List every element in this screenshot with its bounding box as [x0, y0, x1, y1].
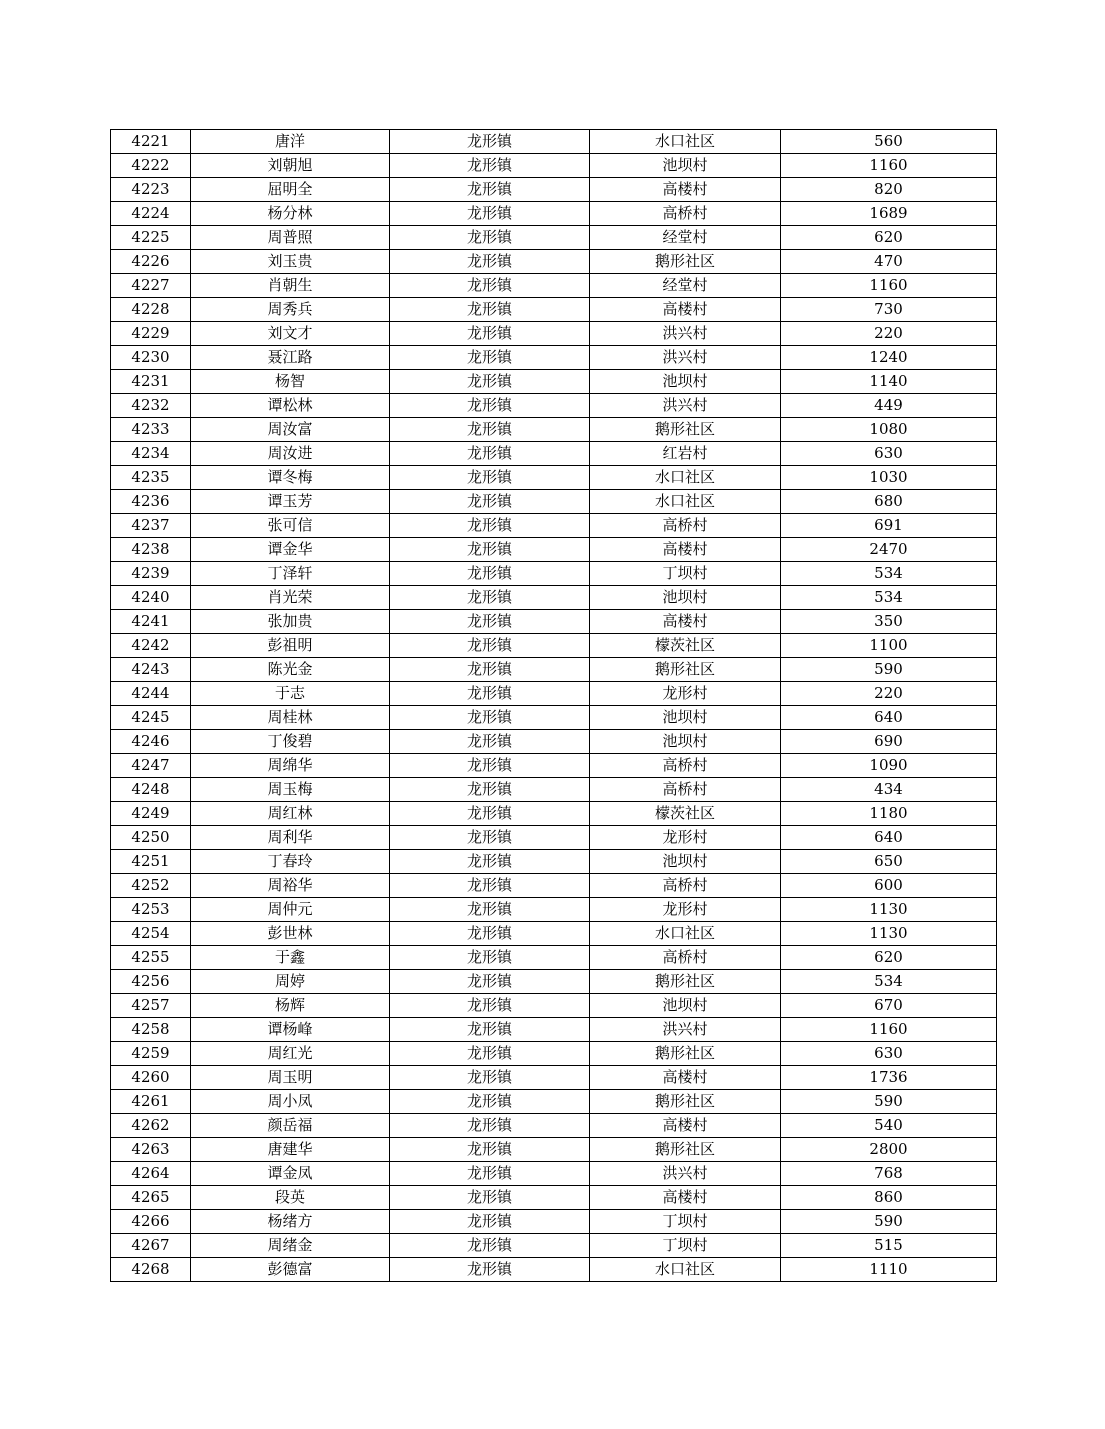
table-row — [111, 1066, 997, 1090]
roster-table-body — [111, 130, 997, 1282]
cell-serial-number: 4239 — [111, 562, 191, 586]
cell-village: 高楼村 — [590, 178, 781, 202]
cell-village: 水口社区 — [590, 1258, 781, 1282]
cell-serial-number: 4259 — [111, 1042, 191, 1066]
cell-person-name: 谭金凤 — [191, 1162, 390, 1186]
cell-amount: 600 — [781, 874, 997, 898]
cell-serial-number: 4253 — [111, 898, 191, 922]
cell-amount: 540 — [781, 1114, 997, 1138]
cell-person-name: 彭世林 — [191, 922, 390, 946]
cell-serial-number: 4261 — [111, 1090, 191, 1114]
cell-village: 池坝村 — [590, 370, 781, 394]
cell-person-name: 谭松林 — [191, 394, 390, 418]
cell-amount: 1689 — [781, 202, 997, 226]
table-row — [111, 346, 997, 370]
table-row — [111, 1258, 997, 1282]
cell-serial-number: 4268 — [111, 1258, 191, 1282]
cell-serial-number: 4226 — [111, 250, 191, 274]
cell-village: 丁坝村 — [590, 1234, 781, 1258]
table-row — [111, 154, 997, 178]
cell-person-name: 肖光荣 — [191, 586, 390, 610]
table-row — [111, 130, 997, 154]
cell-person-name: 周秀兵 — [191, 298, 390, 322]
cell-village: 池坝村 — [590, 154, 781, 178]
cell-village: 龙形村 — [590, 898, 781, 922]
cell-amount: 534 — [781, 562, 997, 586]
cell-amount: 434 — [781, 778, 997, 802]
cell-person-name: 唐建华 — [191, 1138, 390, 1162]
cell-person-name: 唐洋 — [191, 130, 390, 154]
cell-town: 龙形镇 — [390, 562, 590, 586]
cell-person-name: 杨分林 — [191, 202, 390, 226]
cell-serial-number: 4240 — [111, 586, 191, 610]
cell-serial-number: 4256 — [111, 970, 191, 994]
cell-town: 龙形镇 — [390, 682, 590, 706]
cell-serial-number: 4247 — [111, 754, 191, 778]
cell-village: 鹅形社区 — [590, 1090, 781, 1114]
cell-town: 龙形镇 — [390, 898, 590, 922]
cell-village: 鹅形社区 — [590, 1042, 781, 1066]
cell-serial-number: 4238 — [111, 538, 191, 562]
cell-person-name: 刘朝旭 — [191, 154, 390, 178]
cell-town: 龙形镇 — [390, 394, 590, 418]
cell-person-name: 谭玉芳 — [191, 490, 390, 514]
table-row — [111, 754, 997, 778]
cell-amount: 1180 — [781, 802, 997, 826]
cell-town: 龙形镇 — [390, 418, 590, 442]
table-row — [111, 778, 997, 802]
cell-person-name: 周桂林 — [191, 706, 390, 730]
cell-person-name: 丁泽轩 — [191, 562, 390, 586]
cell-village: 高桥村 — [590, 778, 781, 802]
cell-person-name: 刘文才 — [191, 322, 390, 346]
cell-town: 龙形镇 — [390, 778, 590, 802]
cell-village: 水口社区 — [590, 130, 781, 154]
cell-amount: 560 — [781, 130, 997, 154]
cell-village: 水口社区 — [590, 922, 781, 946]
table-row — [111, 1186, 997, 1210]
cell-person-name: 杨辉 — [191, 994, 390, 1018]
table-row — [111, 658, 997, 682]
cell-amount: 630 — [781, 1042, 997, 1066]
table-row — [111, 922, 997, 946]
cell-serial-number: 4237 — [111, 514, 191, 538]
cell-serial-number: 4252 — [111, 874, 191, 898]
cell-person-name: 刘玉贵 — [191, 250, 390, 274]
cell-town: 龙形镇 — [390, 730, 590, 754]
cell-town: 龙形镇 — [390, 610, 590, 634]
cell-serial-number: 4243 — [111, 658, 191, 682]
cell-village: 洪兴村 — [590, 1018, 781, 1042]
cell-serial-number: 4233 — [111, 418, 191, 442]
cell-person-name: 陈光金 — [191, 658, 390, 682]
cell-person-name: 谭金华 — [191, 538, 390, 562]
cell-amount: 670 — [781, 994, 997, 1018]
cell-serial-number: 4262 — [111, 1114, 191, 1138]
cell-amount: 1140 — [781, 370, 997, 394]
table-row — [111, 322, 997, 346]
cell-person-name: 颜岳福 — [191, 1114, 390, 1138]
cell-town: 龙形镇 — [390, 202, 590, 226]
table-row — [111, 442, 997, 466]
table-row — [111, 706, 997, 730]
cell-person-name: 聂江路 — [191, 346, 390, 370]
cell-town: 龙形镇 — [390, 226, 590, 250]
cell-serial-number: 4235 — [111, 466, 191, 490]
cell-town: 龙形镇 — [390, 1114, 590, 1138]
cell-town: 龙形镇 — [390, 874, 590, 898]
cell-amount: 640 — [781, 826, 997, 850]
roster-table — [110, 129, 997, 1282]
cell-town: 龙形镇 — [390, 1186, 590, 1210]
cell-town: 龙形镇 — [390, 802, 590, 826]
cell-town: 龙形镇 — [390, 1090, 590, 1114]
table-row — [111, 226, 997, 250]
cell-town: 龙形镇 — [390, 922, 590, 946]
cell-person-name: 周绵华 — [191, 754, 390, 778]
cell-person-name: 丁春玲 — [191, 850, 390, 874]
cell-amount: 515 — [781, 1234, 997, 1258]
cell-amount: 1090 — [781, 754, 997, 778]
cell-amount: 1100 — [781, 634, 997, 658]
table-row — [111, 466, 997, 490]
table-row — [111, 730, 997, 754]
cell-town: 龙形镇 — [390, 586, 590, 610]
cell-village: 高桥村 — [590, 754, 781, 778]
table-row — [111, 586, 997, 610]
cell-amount: 620 — [781, 946, 997, 970]
cell-village: 池坝村 — [590, 994, 781, 1018]
table-row — [111, 202, 997, 226]
cell-person-name: 周玉梅 — [191, 778, 390, 802]
cell-town: 龙形镇 — [390, 1234, 590, 1258]
table-row — [111, 874, 997, 898]
cell-village: 洪兴村 — [590, 346, 781, 370]
cell-village: 洪兴村 — [590, 394, 781, 418]
cell-village: 高桥村 — [590, 874, 781, 898]
cell-amount: 1080 — [781, 418, 997, 442]
cell-amount: 640 — [781, 706, 997, 730]
cell-amount: 1030 — [781, 466, 997, 490]
cell-serial-number: 4264 — [111, 1162, 191, 1186]
table-row — [111, 1138, 997, 1162]
cell-amount: 534 — [781, 586, 997, 610]
cell-amount: 590 — [781, 1090, 997, 1114]
cell-amount: 1160 — [781, 274, 997, 298]
cell-person-name: 周利华 — [191, 826, 390, 850]
cell-serial-number: 4236 — [111, 490, 191, 514]
cell-town: 龙形镇 — [390, 370, 590, 394]
cell-amount: 590 — [781, 658, 997, 682]
table-row — [111, 538, 997, 562]
cell-serial-number: 4230 — [111, 346, 191, 370]
table-row — [111, 970, 997, 994]
cell-village: 鹅形社区 — [590, 658, 781, 682]
cell-village: 经堂村 — [590, 226, 781, 250]
cell-village: 高楼村 — [590, 538, 781, 562]
cell-village: 池坝村 — [590, 850, 781, 874]
cell-village: 池坝村 — [590, 730, 781, 754]
table-row — [111, 610, 997, 634]
cell-person-name: 谭冬梅 — [191, 466, 390, 490]
cell-amount: 1240 — [781, 346, 997, 370]
table-row — [111, 1018, 997, 1042]
cell-person-name: 杨智 — [191, 370, 390, 394]
cell-amount: 220 — [781, 322, 997, 346]
table-row — [111, 634, 997, 658]
cell-serial-number: 4228 — [111, 298, 191, 322]
cell-serial-number: 4246 — [111, 730, 191, 754]
cell-amount: 350 — [781, 610, 997, 634]
cell-town: 龙形镇 — [390, 1018, 590, 1042]
cell-person-name: 周仲元 — [191, 898, 390, 922]
cell-town: 龙形镇 — [390, 1210, 590, 1234]
table-row — [111, 418, 997, 442]
cell-person-name: 周红林 — [191, 802, 390, 826]
table-row — [111, 394, 997, 418]
cell-town: 龙形镇 — [390, 634, 590, 658]
cell-serial-number: 4250 — [111, 826, 191, 850]
cell-amount: 220 — [781, 682, 997, 706]
table-row — [111, 1114, 997, 1138]
cell-village: 高桥村 — [590, 202, 781, 226]
cell-serial-number: 4248 — [111, 778, 191, 802]
cell-town: 龙形镇 — [390, 754, 590, 778]
cell-town: 龙形镇 — [390, 1138, 590, 1162]
cell-amount: 691 — [781, 514, 997, 538]
table-row — [111, 298, 997, 322]
cell-amount: 730 — [781, 298, 997, 322]
table-row — [111, 562, 997, 586]
cell-serial-number: 4257 — [111, 994, 191, 1018]
table-row — [111, 850, 997, 874]
cell-amount: 470 — [781, 250, 997, 274]
cell-amount: 1736 — [781, 1066, 997, 1090]
cell-village: 水口社区 — [590, 490, 781, 514]
cell-village: 高楼村 — [590, 610, 781, 634]
cell-serial-number: 4223 — [111, 178, 191, 202]
cell-serial-number: 4225 — [111, 226, 191, 250]
table-row — [111, 1234, 997, 1258]
cell-village: 鹅形社区 — [590, 250, 781, 274]
cell-town: 龙形镇 — [390, 706, 590, 730]
cell-town: 龙形镇 — [390, 178, 590, 202]
cell-village: 龙形村 — [590, 682, 781, 706]
cell-village: 高楼村 — [590, 1066, 781, 1090]
cell-person-name: 肖朝生 — [191, 274, 390, 298]
cell-person-name: 张可信 — [191, 514, 390, 538]
cell-town: 龙形镇 — [390, 1042, 590, 1066]
cell-serial-number: 4260 — [111, 1066, 191, 1090]
cell-town: 龙形镇 — [390, 274, 590, 298]
cell-town: 龙形镇 — [390, 658, 590, 682]
cell-amount: 820 — [781, 178, 997, 202]
table-row — [111, 994, 997, 1018]
cell-town: 龙形镇 — [390, 346, 590, 370]
cell-amount: 2470 — [781, 538, 997, 562]
cell-person-name: 彭德富 — [191, 1258, 390, 1282]
cell-village: 经堂村 — [590, 274, 781, 298]
cell-person-name: 周汝进 — [191, 442, 390, 466]
cell-town: 龙形镇 — [390, 130, 590, 154]
cell-serial-number: 4229 — [111, 322, 191, 346]
cell-village: 丁坝村 — [590, 562, 781, 586]
cell-village: 水口社区 — [590, 466, 781, 490]
cell-serial-number: 4244 — [111, 682, 191, 706]
cell-serial-number: 4245 — [111, 706, 191, 730]
cell-town: 龙形镇 — [390, 538, 590, 562]
cell-town: 龙形镇 — [390, 442, 590, 466]
cell-person-name: 张加贵 — [191, 610, 390, 634]
cell-serial-number: 4221 — [111, 130, 191, 154]
cell-serial-number: 4267 — [111, 1234, 191, 1258]
cell-town: 龙形镇 — [390, 250, 590, 274]
cell-serial-number: 4231 — [111, 370, 191, 394]
cell-person-name: 周小凤 — [191, 1090, 390, 1114]
table-row — [111, 370, 997, 394]
table-row — [111, 1210, 997, 1234]
cell-serial-number: 4227 — [111, 274, 191, 298]
cell-village: 鹅形社区 — [590, 1138, 781, 1162]
cell-person-name: 屈明全 — [191, 178, 390, 202]
table-row — [111, 1162, 997, 1186]
cell-village: 丁坝村 — [590, 1210, 781, 1234]
table-row — [111, 826, 997, 850]
cell-town: 龙形镇 — [390, 1162, 590, 1186]
cell-amount: 534 — [781, 970, 997, 994]
cell-person-name: 周婷 — [191, 970, 390, 994]
cell-serial-number: 4258 — [111, 1018, 191, 1042]
cell-serial-number: 4222 — [111, 154, 191, 178]
cell-person-name: 周绪金 — [191, 1234, 390, 1258]
cell-serial-number: 4254 — [111, 922, 191, 946]
cell-serial-number: 4224 — [111, 202, 191, 226]
cell-town: 龙形镇 — [390, 154, 590, 178]
cell-person-name: 周普照 — [191, 226, 390, 250]
cell-village: 檬茨社区 — [590, 802, 781, 826]
cell-serial-number: 4266 — [111, 1210, 191, 1234]
cell-amount: 590 — [781, 1210, 997, 1234]
cell-serial-number: 4255 — [111, 946, 191, 970]
cell-person-name: 于志 — [191, 682, 390, 706]
cell-village: 鹅形社区 — [590, 970, 781, 994]
cell-town: 龙形镇 — [390, 850, 590, 874]
cell-village: 高楼村 — [590, 298, 781, 322]
cell-person-name: 于鑫 — [191, 946, 390, 970]
cell-village: 洪兴村 — [590, 1162, 781, 1186]
cell-amount: 1130 — [781, 898, 997, 922]
cell-amount: 1130 — [781, 922, 997, 946]
cell-village: 檬茨社区 — [590, 634, 781, 658]
cell-town: 龙形镇 — [390, 322, 590, 346]
cell-person-name: 杨绪方 — [191, 1210, 390, 1234]
cell-town: 龙形镇 — [390, 1066, 590, 1090]
cell-village: 高桥村 — [590, 514, 781, 538]
cell-village: 洪兴村 — [590, 322, 781, 346]
cell-serial-number: 4241 — [111, 610, 191, 634]
cell-village: 龙形村 — [590, 826, 781, 850]
cell-amount: 2800 — [781, 1138, 997, 1162]
cell-amount: 690 — [781, 730, 997, 754]
cell-person-name: 周红光 — [191, 1042, 390, 1066]
cell-town: 龙形镇 — [390, 466, 590, 490]
table-row — [111, 898, 997, 922]
cell-person-name: 周汝富 — [191, 418, 390, 442]
cell-village: 高桥村 — [590, 946, 781, 970]
table-row — [111, 178, 997, 202]
cell-serial-number: 4265 — [111, 1186, 191, 1210]
cell-amount: 860 — [781, 1186, 997, 1210]
cell-village: 鹅形社区 — [590, 418, 781, 442]
cell-person-name: 谭杨峰 — [191, 1018, 390, 1042]
cell-amount: 449 — [781, 394, 997, 418]
table-row — [111, 514, 997, 538]
cell-amount: 620 — [781, 226, 997, 250]
cell-village: 池坝村 — [590, 706, 781, 730]
cell-serial-number: 4263 — [111, 1138, 191, 1162]
cell-serial-number: 4234 — [111, 442, 191, 466]
cell-village: 池坝村 — [590, 586, 781, 610]
cell-amount: 1160 — [781, 1018, 997, 1042]
cell-amount: 630 — [781, 442, 997, 466]
table-row — [111, 490, 997, 514]
cell-person-name: 周玉明 — [191, 1066, 390, 1090]
table-row — [111, 1042, 997, 1066]
cell-person-name: 段英 — [191, 1186, 390, 1210]
table-row — [111, 1090, 997, 1114]
cell-amount: 680 — [781, 490, 997, 514]
cell-serial-number: 4232 — [111, 394, 191, 418]
cell-town: 龙形镇 — [390, 826, 590, 850]
cell-amount: 650 — [781, 850, 997, 874]
cell-person-name: 周裕华 — [191, 874, 390, 898]
table-row — [111, 946, 997, 970]
cell-amount: 768 — [781, 1162, 997, 1186]
cell-amount: 1160 — [781, 154, 997, 178]
table-row — [111, 250, 997, 274]
cell-person-name: 彭祖明 — [191, 634, 390, 658]
cell-village: 高楼村 — [590, 1186, 781, 1210]
table-row — [111, 682, 997, 706]
table-row — [111, 802, 997, 826]
cell-town: 龙形镇 — [390, 490, 590, 514]
cell-town: 龙形镇 — [390, 970, 590, 994]
cell-town: 龙形镇 — [390, 946, 590, 970]
cell-town: 龙形镇 — [390, 298, 590, 322]
cell-village: 高楼村 — [590, 1114, 781, 1138]
cell-amount: 1110 — [781, 1258, 997, 1282]
cell-town: 龙形镇 — [390, 514, 590, 538]
cell-town: 龙形镇 — [390, 994, 590, 1018]
cell-village: 红岩村 — [590, 442, 781, 466]
cell-town: 龙形镇 — [390, 1258, 590, 1282]
cell-serial-number: 4249 — [111, 802, 191, 826]
cell-person-name: 丁俊碧 — [191, 730, 390, 754]
cell-serial-number: 4242 — [111, 634, 191, 658]
table-row — [111, 274, 997, 298]
cell-serial-number: 4251 — [111, 850, 191, 874]
